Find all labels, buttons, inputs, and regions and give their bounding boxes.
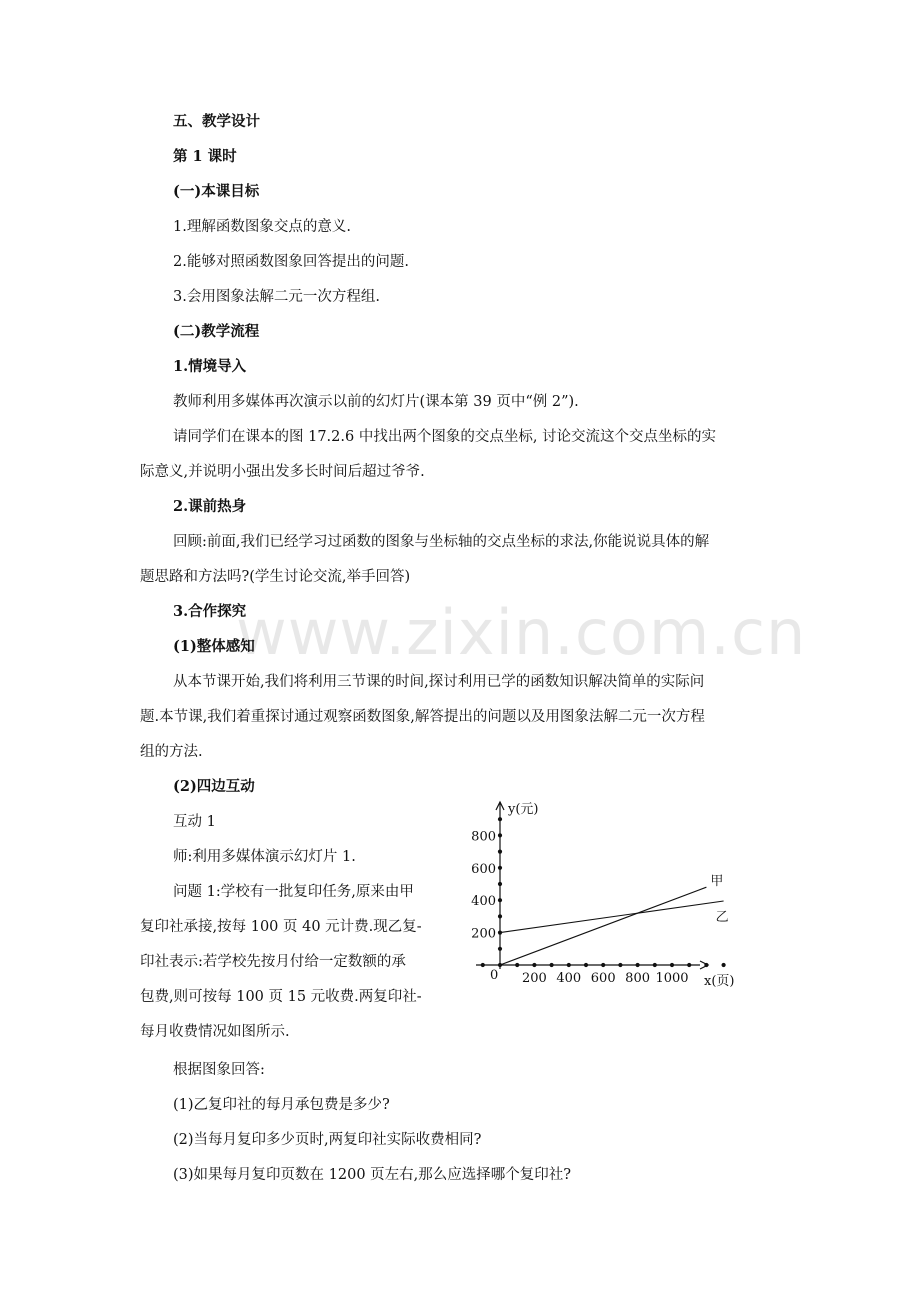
paragraph-line: 师:利用多媒体演示幻灯片 1.: [173, 849, 356, 865]
x-axis-dot: [618, 963, 622, 967]
paragraph-line: 包费,则可按每 100 页 15 元收费.两复印社-: [140, 989, 422, 1005]
chart-marks: [500, 874, 729, 965]
x-axis-dot: [687, 963, 691, 967]
question-item: (2)当每月复印多少页时,两复印社实际收费相同?: [173, 1132, 482, 1148]
paragraph-line: 根据图象回答:: [173, 1062, 265, 1078]
x-axis-dot: [515, 963, 519, 967]
goal-item: 2.能够对照函数图象回答提出的问题.: [173, 254, 409, 270]
y-axis-dot: [498, 947, 502, 951]
paragraph-line: 问题 1:学校有一批复印任务,原来由甲: [173, 884, 414, 900]
x-axis-dot: [601, 963, 605, 967]
y-axis-dot: [498, 817, 502, 821]
x-axis-dot: [584, 963, 588, 967]
explore-title: 3.合作探究: [173, 603, 247, 620]
goal-item: 3.会用图象法解二元一次方程组.: [173, 289, 380, 305]
y-axis-label: y(元): [508, 802, 539, 817]
paragraph-line: 题思路和方法吗?(学生讨论交流,举手回答): [140, 569, 411, 585]
origin-label: 0: [490, 968, 499, 983]
x-axis-dot: [704, 963, 708, 967]
paragraph-line: 从本节课开始,我们将利用三节课的时间,探讨利用已学的函数知识解决简单的实际问: [173, 674, 705, 690]
lesson-title: 第 1 课时: [173, 148, 237, 165]
x-axis-dot: [636, 963, 640, 967]
paragraph-line: 印社表示:若学校先按月付给一定数额的承: [140, 954, 406, 970]
paragraph-line: 际意义,并说明小强出发多长时间后超过爷爷.: [140, 464, 425, 480]
warmup-title: 2.课前热身: [173, 498, 247, 515]
x-axis-dot: [532, 963, 536, 967]
x-axis-dot: [722, 963, 726, 967]
question-item: (3)如果每月复印页数在 1200 页左右,那么应选择哪个复印社?: [173, 1167, 572, 1183]
paragraph-line: 回顾:前面,我们已经学习过函数的图象与坐标轴的交点坐标的求法,你能说说具体的解: [173, 534, 710, 550]
flow-title: (二)教学流程: [173, 323, 260, 340]
y-tick-label: 600: [471, 861, 496, 877]
paragraph-line: 题.本节课,我们着重探讨通过观察函数图象,解答提出的问题以及用图象法解二元一次方程: [140, 709, 705, 725]
x-tick-label: 600: [590, 971, 616, 986]
series-line-2: [500, 901, 724, 933]
x-axis-label: x(页): [704, 974, 735, 989]
fee-chart: [464, 792, 754, 998]
x-tick-label: 800: [625, 971, 651, 986]
paragraph-line: 教师利用多媒体再次演示以前的幻灯片(课本第 39 页中“例 2”).: [173, 394, 579, 410]
paragraph-line: 每月收费情况如图所示.: [140, 1024, 290, 1040]
x-axis-dot: [670, 963, 674, 967]
paragraph-line: 复印社承接,按每 100 页 40 元计费.现乙复-: [140, 919, 422, 935]
x-axis-dot: [550, 963, 554, 967]
y-tick-label: 800: [471, 829, 496, 845]
y-axis-dot: [498, 833, 502, 837]
question-item: (1)乙复印社的每月承包费是多少?: [173, 1097, 390, 1113]
x-axis-dot: [481, 963, 485, 967]
watermark: www.zixin.com.cn: [236, 596, 807, 669]
intro-title: 1.情境导入: [173, 358, 247, 375]
section-heading: 五、教学设计: [173, 113, 260, 130]
subsection-title: (1)整体感知: [173, 638, 255, 655]
paragraph-line: 组的方法.: [140, 744, 203, 760]
paragraph-line: 请同学们在课本的图 17.2.6 中找出两个图象的交点坐标, 讨论交流这个交点坐标的实: [173, 429, 717, 445]
x-tick-label: 1000: [655, 971, 689, 986]
x-tick-label: 400: [556, 971, 582, 986]
y-axis-dot: [498, 882, 502, 886]
series-line-1: [500, 887, 706, 965]
series-label-1: 甲: [710, 874, 724, 890]
y-axis-dot: [498, 866, 502, 870]
x-axis-dot: [653, 963, 657, 967]
interaction-label: 互动 1: [173, 814, 216, 830]
y-axis-dot: [498, 914, 502, 918]
subsection-title: (2)四边互动: [173, 778, 255, 795]
y-axis-dot: [498, 898, 502, 902]
x-tick-label: 200: [521, 971, 547, 986]
x-axis-dot: [567, 963, 571, 967]
goal-item: 1.理解函数图象交点的意义.: [173, 219, 351, 235]
y-tick-label: 200: [471, 926, 496, 942]
y-tick-label: 400: [471, 894, 496, 910]
goals-title: (一)本课目标: [173, 183, 260, 200]
y-axis-dot: [498, 850, 502, 854]
series-label-2: 乙: [715, 910, 729, 926]
